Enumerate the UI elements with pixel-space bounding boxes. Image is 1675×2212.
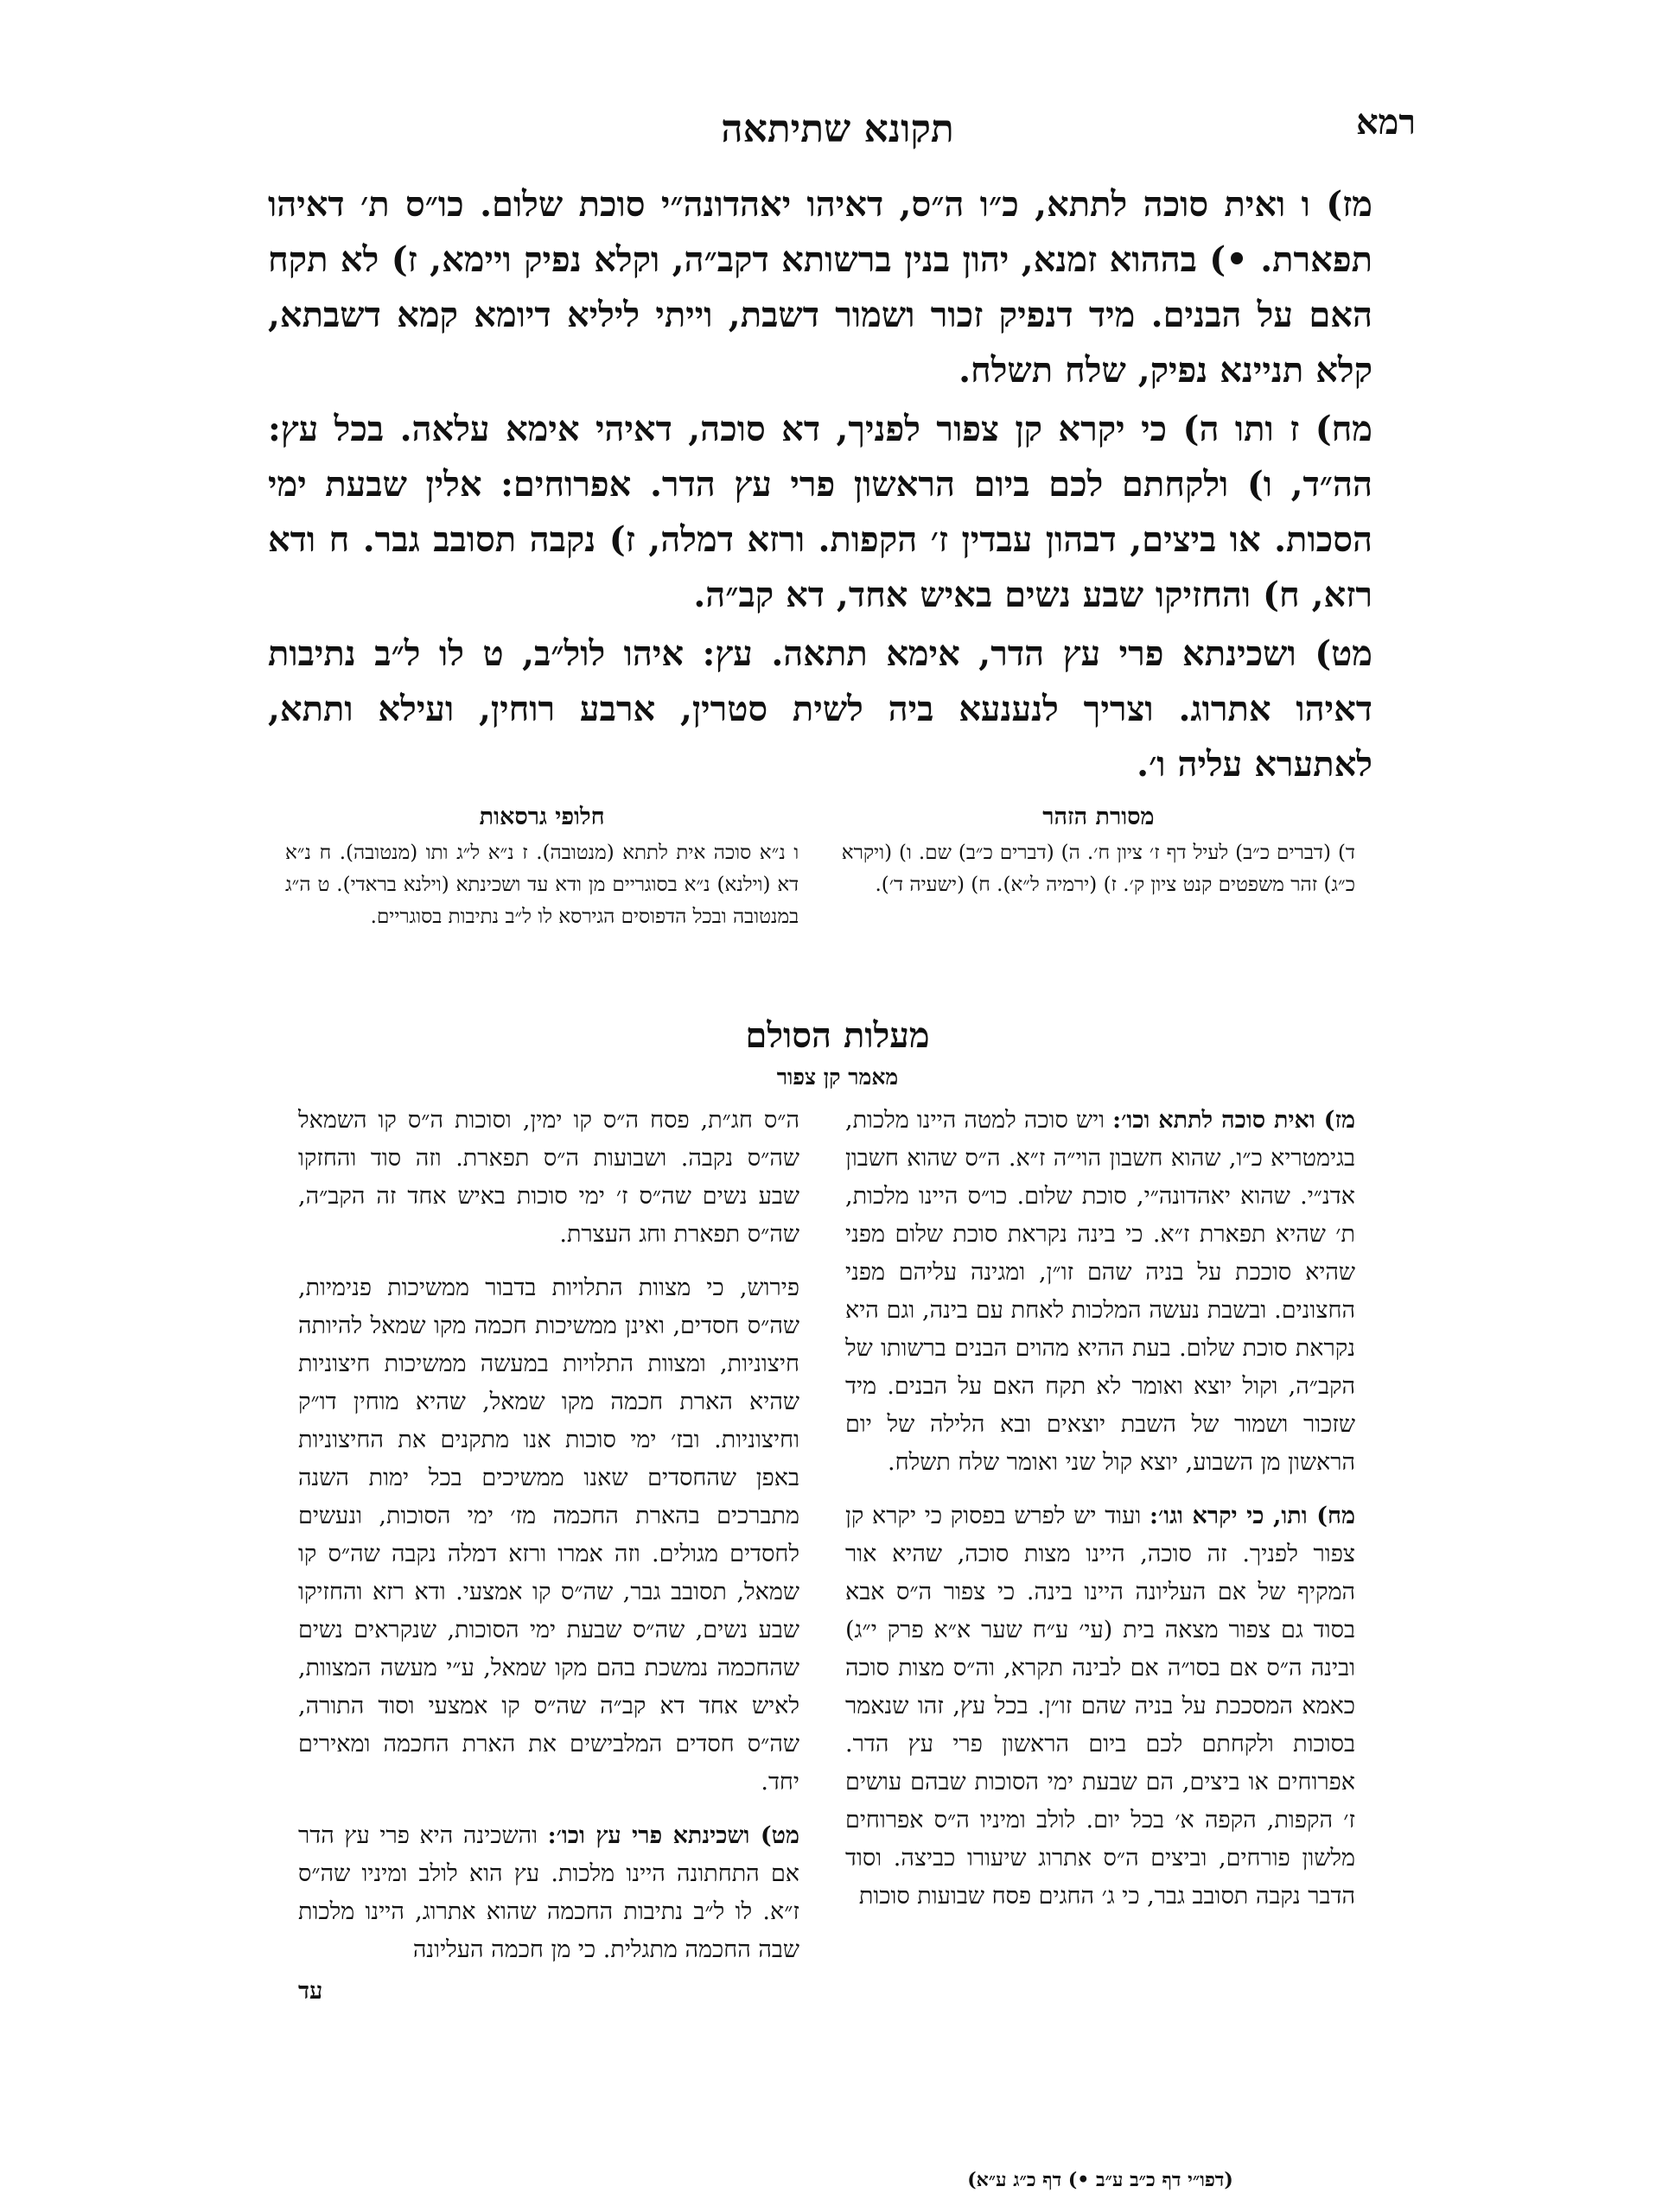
commentary-paragraph [298,1102,799,1254]
commentary-title: מעלות הסולם [745,1015,930,1056]
commentary-paragraph [298,1269,799,1802]
commentary-paragraph [845,1102,1355,1482]
catchword: עד [298,1978,323,2005]
commentary-paragraph [845,1497,1355,1916]
commentary-column-right [845,1102,1355,1931]
running-title: תקונא שתיתאה [721,107,954,151]
page-number: רמא [1355,102,1416,143]
zohar-paragraph-48: מח) ז ותו ה) כי יקרא קן צפור לפניך, דא סוכה, דאיהי אימא עלאה. בכל עץ: הה״ד, ו) ולקחתם לכם ביום הראשון פרי עץ הדר. אפרוחים: אלין שבעת ימי הסכות. או ביצים, דבהון עבדין ז׳ הקפות. ורזא דמלה, ז) נקבה תסובב גבר. ח ודא רזא, ח) והחזיקו שבע נשים באיש אחד, דא קב״ה. [268,409,1372,615]
zohar-paragraph-49: מט) ושכינתא פרי עץ הדר, אימא תתאה. עץ: איהו לול״ב, ט לו ל״ב נתיבות דאיהו אתרוג. וצריך לנענעא ביה לשית סטרין, ארבע רוחין, ועילא ותתא, לאתערא עליה ו׳. [268,633,1372,785]
footer-reference: (דפו״י דף כ״ב ע״ב •) דף כ״ג ע״א) [967,2169,1233,2191]
note-title-girsaot: חלופי גרסאות [479,804,605,830]
paragraph-text: פירוש, כי מצוות התלויות בדבור ממשיכות פנימיות, שה״ס חסדים, ואינן ממשיכות חכמה מקו שמאל להיותה חיצוניות, ומצוות התלויות במעשה ממשיכות חיצוניות שהיא הארת חכמה מקו שמאל, שהיא מוחין דו״ק וחיצוניות. ובז׳ ימי סוכות אנו מתקנים את החיצוניות באפן שהחסדים שאנו ממשיכים בכל ימות השנה מתברכים בהארת החכמה מז׳ ימי הסוכות, ונעשים לחסדים מגולים. וזה אמרו ורזא דמלה נקבה שה״ס קו שמאל, תסובב גבר, שה״ס קו אמצעי. ודא רזא והחזיקו שבע נשים, שה״ס שבעת ימי הסוכות, שנקראים נשים שהחכמה נמשכת בהם מקו שמאל, ע״י מעשה המצוות, לאיש אחד דא קב״ה שה״ס קו אמצעי וסוד התורה, שה״ס חסדים המלבישים את הארת החכמה ומאירים יחד. [298,1274,799,1796]
paragraph-text: והשכינה היא פרי עץ הדר אם התחתונה היינו מלכות. עץ הוא לולב ומיניו שה״ס ז״א. לו ל״ב נתיבות החכמה שהוא אתרוג, היינו מלכות שבה החכמה מתגלית. כי מן חכמה העליונה [298,1822,799,1963]
commentary-paragraph [298,1817,799,1969]
paragraph-label: מז) ואית סוכה לתתא וכו׳: [1112,1107,1355,1134]
paragraph-label: מח) ותו, כי יקרא וגו׳: [1150,1503,1355,1529]
paragraph-label: מט) ושכינתא פרי עץ וכו׳: [547,1822,799,1849]
paragraph-text: ועוד יש לפרש בפסוק כי יקרא קן צפור לפניך. זה סוכה, היינו מצות סוכה, שהיא אור המקיף של אם העליונה היינו בינה. כי צפור ה״ס אבא בסוד גם צפור מצאה בית (עי׳ ע״ח שער א״א פרק י״ג) ובינה ה״ס אם בסו״ה אם לבינה תקרא, וה״ס מצות סוכה כאמא המסככת על בניה שהם זו״ן. בכל עץ, זהו שנאמר בסוכות ולקחתם לכם ביום הראשון פרי עץ הדר. אפרוחים או ביצים, הם שבעת ימי הסוכות שבהם עושים ז׳ הקפות, הקפה א׳ בכל יום. לולב ומיניו ה״ס אפרוחים מלשון פורחים, וביצים ה״ס אתרוג שיעורו כביצה. וסוד הדבר נקבה תסובב גבר, כי ג׳ החגים פסח שבועות סוכות [845,1503,1355,1910]
notes-section [285,804,1355,976]
zohar-main-text [268,177,1372,792]
masoret-hazohar [842,804,1355,901]
chilufei-girsaot [285,804,799,933]
commentary-subtitle: מאמר קן צפור [776,1065,899,1090]
zohar-paragraph-47: מז) ו ואית סוכה לתתא, כ״ו ה״ס, דאיהו יאהדונה״י סוכת שלום. כו״ס ת׳ דאיהו תפארת. •) בההוא זמנא, יהון בנין ברשותא דקב״ה, וקלא נפיק ויימא, ז) לא תקח האם על הבנים. מיד דנפיק זכור ושמור דשבת, וייתי ליליא דיומא קמא דשבתא, קלא תניינא נפיק, שלח תשלח. [268,184,1372,391]
page-header [259,102,1416,162]
note-title-masoret: מסורת הזהר [1042,804,1155,830]
paragraph-text: ויש סוכה למטה היינו מלכות, בגימטריא כ״ו, שהוא חשבון הוי״ה ז״א. ה״ס שהוא חשבון אדנ״י. שהוא יאהדונה״י, סוכת שלום. כו״ס היינו מלכות, ת׳ שהיא תפארת ז״א. כי בינה נקראת סוכת שלום מפני שהיא סוככת על בניה שהם זו״ן, ומגינה עליהם מפני החצונים. ובשבת נעשה המלכות לאחת עם בינה, וגם היא נקראת סוכת שלום. בעת ההיא מהוים הבנים ברשותו של הקב״ה, וקול יוצא ואומר לא תקח האם על הבנים. מיד שזכור ושמור של השבת יוצאים ובא הלילה של יום הראשון מן השבוע, יוצא קול שני ואומר שלח תשלח. [845,1107,1355,1476]
paragraph-text: ה״ס חג״ת, פסח ה״ס קו ימין, וסוכות ה״ס קו השמאל שה״ס נקבה. ושבועות ה״ס תפארת. וזה סוד והחזקו שבע נשים שה״ס ז׳ ימי סוכות באיש אחד זה הקב״ה, שה״ס תפארת וחג העצרת. [298,1107,799,1248]
note-text-masoret: ד) (דברים כ״ב) לעיל דף ז׳ ציון ח׳. ה) (דברים כ״ב) שם. ו) (ויקרא כ״ג) זהר משפטים קנט ציון ק׳. ז) (ירמיה ל״א). ח) (ישעיה ד׳). [841,842,1355,896]
note-text-girsaot: ו נ״א סוכה אית לתתא (מנטובה). ז נ״א ל״ג ותו (מנטובה). ח נ״א דא (וילנא) נ״א בסוגריים מן ודא עד ושכינתא (וילנא בראדי). ט ה״ג במנטובה ובכל הדפוסים הגירסא לו ל״ב נתיבות בסוגריים. [285,842,799,928]
commentary-column-left [298,1102,799,2011]
